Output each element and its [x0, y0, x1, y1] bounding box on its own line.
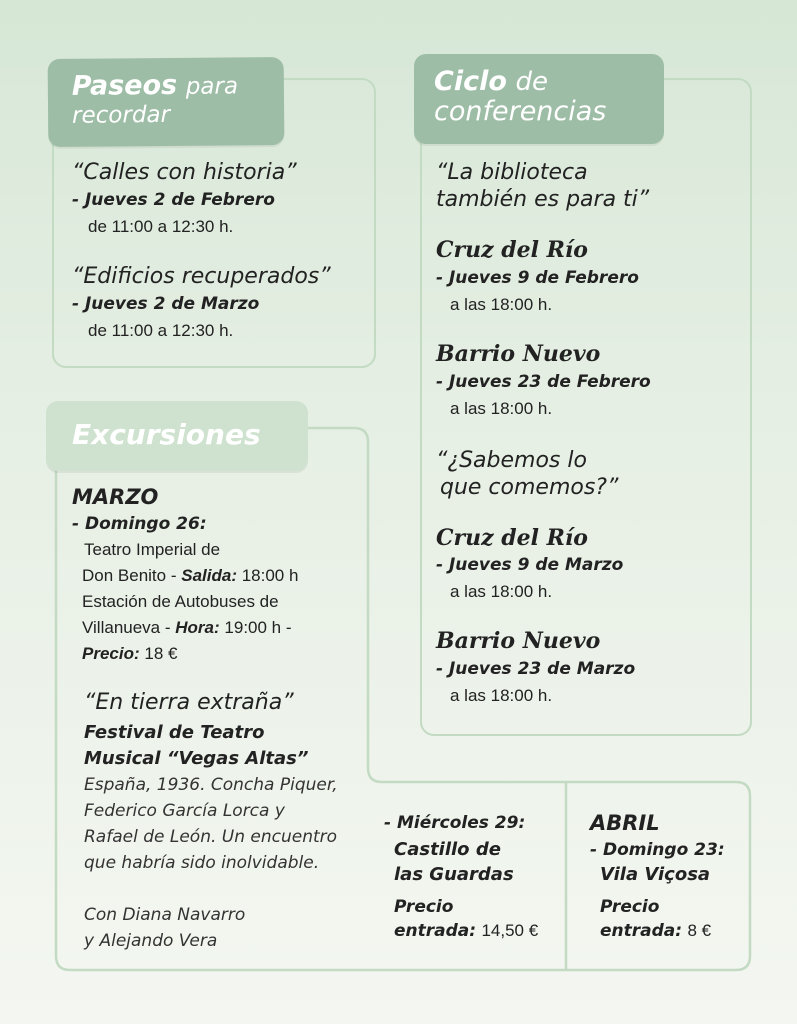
- talk1-session2-place: Barrio Nuevo: [436, 341, 601, 367]
- talk1-session1-place: Cruz del Río: [436, 237, 588, 263]
- talk2-session1-place: Cruz del Río: [436, 525, 588, 551]
- abril-line1: Vila Viçosa: [600, 864, 711, 885]
- talk2-session1-time: a las 18:00 h.: [450, 582, 553, 601]
- talk1-session1-date: - Jueves 9 de Febrero: [436, 268, 639, 288]
- paseo-1-time: de 11:00 a 12:30 h.: [88, 217, 234, 236]
- month-abril: ABRIL: [590, 811, 660, 835]
- marzo-day: - Domingo 26:: [72, 514, 207, 534]
- show-sub1: Festival de Teatro: [84, 722, 265, 743]
- marzo-line1: Teatro Imperial de: [84, 540, 221, 559]
- mid-line1: Castillo de: [394, 839, 501, 860]
- talk1-session1-time: a las 18:00 h.: [450, 295, 553, 314]
- show-title: “En tierra extraña”: [84, 690, 294, 715]
- paseo-2-title: “Edificios recuperados”: [72, 264, 331, 289]
- mid-day: - Miércoles 29:: [384, 813, 526, 833]
- talk2-session2-time: a las 18:00 h.: [450, 686, 553, 705]
- talk2-session1-date: - Jueves 9 de Marzo: [436, 555, 624, 575]
- paseo-1-date: - Jueves 2 de Febrero: [72, 190, 275, 210]
- ciclo-title-rest1: de: [515, 67, 548, 97]
- show-desc3: Rafael de León. Un encuentro: [84, 827, 338, 847]
- talk2-line2: que comemos?”: [440, 475, 619, 500]
- talk2-session2-place: Barrio Nuevo: [436, 628, 601, 654]
- talk2-session2-date: - Jueves 23 de Marzo: [436, 659, 636, 679]
- talk1-line1: “La biblioteca: [436, 160, 588, 185]
- paseo-1-title: “Calles con historia”: [72, 160, 297, 185]
- mid-line2: las Guardas: [394, 864, 514, 885]
- paseo-2-date: - Jueves 2 de Marzo: [72, 294, 260, 314]
- show-desc4: que habría sido inolvidable.: [84, 853, 320, 873]
- marzo-line3: Estación de Autobuses de: [82, 592, 279, 611]
- show-desc1: España, 1936. Concha Piquer,: [84, 775, 338, 795]
- abril-price1: Precio: [600, 897, 660, 917]
- ciclo-title-rest2: conferencias: [434, 96, 607, 127]
- ciclo-title-bold: Ciclo: [434, 66, 507, 97]
- talk1-line2: también es para ti”: [436, 187, 650, 212]
- abril-price2: entrada: 8 €: [600, 921, 712, 941]
- show-cast1: Con Diana Navarro: [84, 905, 246, 925]
- abril-day: - Domingo 23:: [590, 840, 725, 860]
- paseos-title-bold: Paseos: [71, 69, 178, 102]
- paseos-title-rest2: recordar: [72, 101, 171, 129]
- excursiones-title: Excursiones: [72, 418, 261, 451]
- show-cast2: y Alejando Vera: [84, 931, 218, 951]
- mid-price1: Precio: [394, 897, 454, 917]
- show-sub2: Musical “Vegas Altas”: [84, 748, 309, 769]
- excursiones-title-tag: [46, 401, 308, 471]
- talk2-line1: “¿Sabemos lo: [436, 448, 587, 473]
- month-marzo: MARZO: [72, 485, 159, 509]
- talk1-session2-time: a las 18:00 h.: [450, 399, 553, 418]
- paseo-2-time: de 11:00 a 12:30 h.: [88, 321, 234, 340]
- marzo-line2: Don Benito - Salida: 18:00 h: [82, 566, 299, 585]
- marzo-line4: Villanueva - Hora: 19:00 h -: [82, 618, 292, 637]
- mid-price2: entrada: 14,50 €: [394, 921, 539, 941]
- marzo-line5: Precio: 18 €: [82, 644, 178, 663]
- show-desc2: Federico García Lorca y: [84, 801, 285, 821]
- talk1-session2-date: - Jueves 23 de Febrero: [436, 372, 651, 392]
- paseos-title-rest1: para: [185, 73, 239, 100]
